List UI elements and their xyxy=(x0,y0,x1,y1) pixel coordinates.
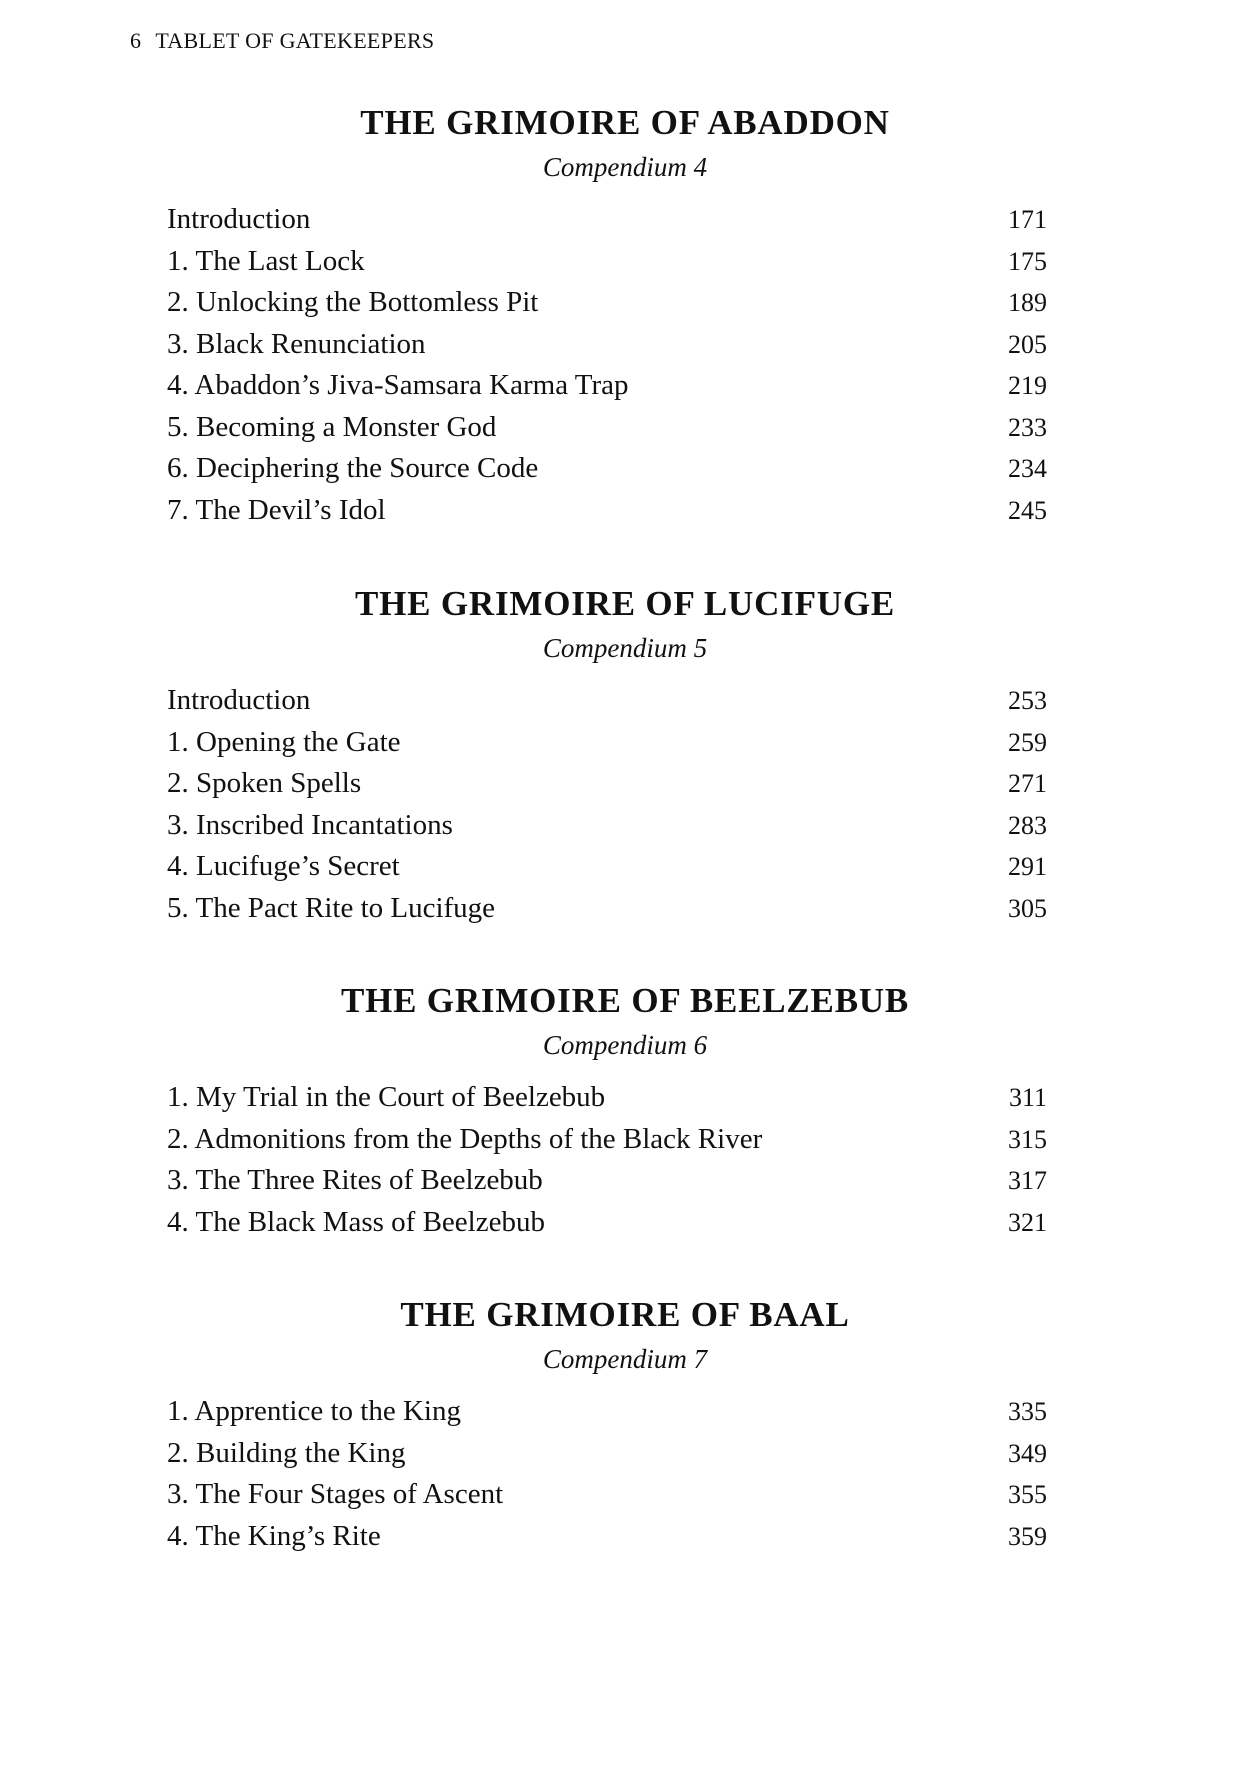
toc-entry-page: 271 xyxy=(1008,769,1047,798)
toc-entry[interactable] xyxy=(167,1391,1047,1433)
toc-entry[interactable] xyxy=(167,282,1047,324)
toc-entry-label: 5. The Pact Rite to Lucifuge xyxy=(167,891,496,924)
toc-entry[interactable] xyxy=(167,763,1047,805)
toc-entry-page: 253 xyxy=(1008,686,1047,715)
section-subtitle: Compendium 6 xyxy=(542,1030,708,1060)
toc-entry[interactable] xyxy=(167,1474,1047,1516)
toc-entry[interactable] xyxy=(167,1516,1047,1558)
toc-entry[interactable] xyxy=(167,680,1047,722)
toc-entry-label: 3. The Three Rites of Beelzebub xyxy=(167,1164,543,1196)
toc-entry-page: 315 xyxy=(1008,1124,1047,1154)
toc-entry-page: 234 xyxy=(1008,454,1047,483)
running-head xyxy=(130,28,434,54)
toc-entry-label: 3. The Four Stages of Ascent xyxy=(167,1478,504,1510)
toc-list xyxy=(167,1077,1047,1243)
toc-entry-page: 305 xyxy=(1008,893,1047,923)
toc-entry[interactable] xyxy=(167,448,1047,490)
toc-entry-page: 245 xyxy=(1008,495,1047,525)
toc-entry[interactable] xyxy=(167,846,1047,888)
toc-entry-label: 2. Unlocking the Bottomless Pit xyxy=(167,286,539,318)
section-title: THE GRIMOIRE OF LUCIFUGE xyxy=(354,584,896,623)
toc-section-baal xyxy=(0,1294,1250,1552)
toc-entry[interactable] xyxy=(167,1202,1047,1244)
toc-entry-label: 1. The Last Lock xyxy=(167,244,365,277)
toc-entry-page: 359 xyxy=(1008,1521,1047,1551)
toc-entry-label: 1. Opening the Gate xyxy=(167,725,401,758)
toc-entry[interactable] xyxy=(167,490,1047,532)
toc-entry-label: 5. Becoming a Monster God xyxy=(167,410,497,443)
section-title: THE GRIMOIRE OF ABADDON xyxy=(360,103,890,142)
toc-entry-page: 171 xyxy=(1008,205,1047,234)
toc-entry-page: 349 xyxy=(1008,1438,1047,1468)
toc-entry[interactable] xyxy=(167,1077,1047,1119)
section-subtitle: Compendium 5 xyxy=(542,633,708,663)
toc-entry-label: 4. Lucifuge’s Secret xyxy=(167,850,400,882)
toc-entry-label: Introduction xyxy=(167,684,311,716)
toc-entry-label: 2. Building the King xyxy=(167,1436,406,1469)
toc-section-abaddon xyxy=(0,102,1250,526)
section-title: THE GRIMOIRE OF BEELZEBUB xyxy=(340,981,910,1020)
toc-section-lucifuge xyxy=(0,583,1250,924)
toc-entry-label: 3. Black Renunciation xyxy=(167,327,426,360)
section-subtitle: Compendium 7 xyxy=(542,1344,708,1374)
toc-entry-label: 1. Apprentice to the King xyxy=(167,1395,461,1427)
toc-entry-page: 233 xyxy=(1008,412,1047,442)
toc-entry-label: 4. Abaddon’s Jiva-Samsara Karma Trap xyxy=(167,369,629,401)
toc-entry-page: 355 xyxy=(1008,1480,1047,1509)
section-subtitle: Compendium 4 xyxy=(542,152,708,182)
toc-entry-page: 321 xyxy=(1008,1207,1047,1237)
toc-entry[interactable] xyxy=(167,1119,1047,1161)
toc-entry[interactable] xyxy=(167,199,1047,241)
toc-entry-page: 205 xyxy=(1008,329,1047,359)
toc-entry[interactable] xyxy=(167,1433,1047,1475)
toc-list xyxy=(167,680,1047,929)
toc-entry-label: 6. Deciphering the Source Code xyxy=(167,452,539,484)
toc-entry-page: 291 xyxy=(1008,852,1047,881)
page-number: 6 xyxy=(130,28,142,53)
toc-entry[interactable] xyxy=(167,407,1047,449)
toc-entry-label: 1. My Trial in the Court of Beelzebub xyxy=(167,1081,606,1113)
toc-entry[interactable] xyxy=(167,365,1047,407)
toc-entry-page: 259 xyxy=(1008,727,1047,757)
toc-entry-page: 283 xyxy=(1008,810,1047,840)
toc-entry-label: Introduction xyxy=(167,203,311,235)
toc-entry-label: 4. The Black Mass of Beelzebub xyxy=(167,1205,545,1238)
toc-entry[interactable] xyxy=(167,805,1047,847)
toc-entry-page: 219 xyxy=(1008,371,1047,400)
toc-entry-page: 317 xyxy=(1008,1166,1047,1195)
toc-entry-label: 3. Inscribed Incantations xyxy=(167,808,453,841)
toc-entry[interactable] xyxy=(167,324,1047,366)
toc-list xyxy=(167,199,1047,531)
toc-list xyxy=(167,1391,1047,1557)
toc-entry-page: 175 xyxy=(1008,246,1047,276)
toc-entry-page: 189 xyxy=(1008,288,1047,317)
section-title: THE GRIMOIRE OF BAAL xyxy=(400,1295,850,1334)
toc-entry-label: 7. The Devil’s Idol xyxy=(167,493,386,526)
toc-entry[interactable] xyxy=(167,888,1047,930)
toc-entry-page: 311 xyxy=(1008,1083,1047,1112)
toc-entry-page: 335 xyxy=(1008,1397,1047,1426)
toc-entry-label: 2. Admonitions from the Depths of the Black River xyxy=(167,1122,763,1155)
toc-section-beelzebub xyxy=(0,980,1250,1238)
toc-entry-label: 2. Spoken Spells xyxy=(167,767,362,799)
running-head-title: TABLET OF GATEKEEPERS xyxy=(155,28,435,53)
toc-entry[interactable] xyxy=(167,1160,1047,1202)
toc-entry-label: 4. The King’s Rite xyxy=(167,1519,381,1552)
toc-entry[interactable] xyxy=(167,722,1047,764)
toc-entry[interactable] xyxy=(167,241,1047,283)
